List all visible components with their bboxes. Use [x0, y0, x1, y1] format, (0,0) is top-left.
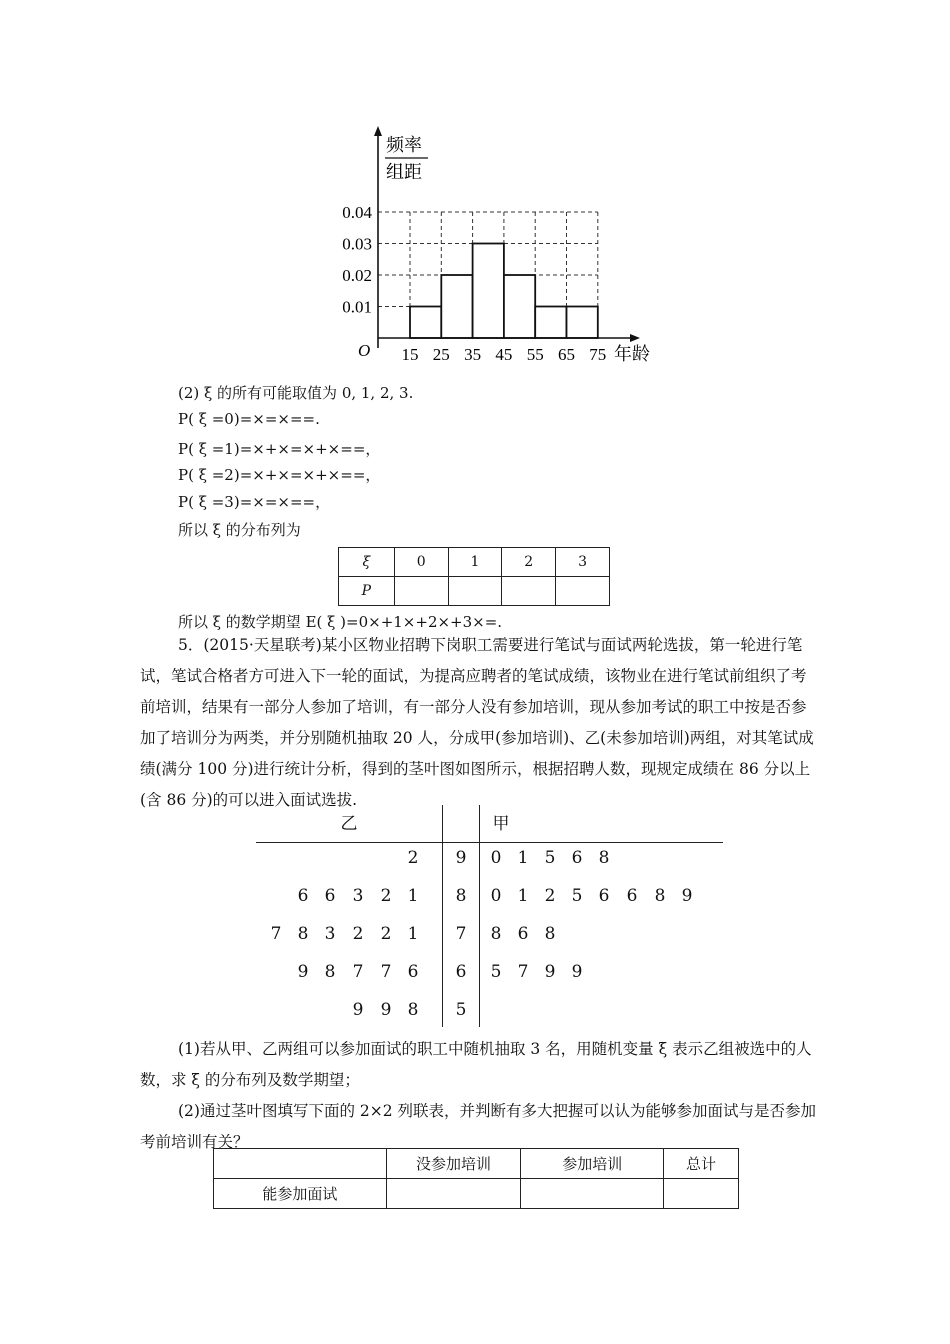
left-leaf: 6 — [324, 886, 336, 906]
right-leaf: 1 — [517, 886, 529, 906]
left-leaf: 9 — [380, 1000, 392, 1020]
stem-value: 5 — [455, 1000, 467, 1020]
problem5-text: 5．(2015·天星联考)某小区物业招聘下岗职工需要进行笔试与面试两轮选拔，第一轮进行笔试，笔试合格者方可进入下一轮的面试，为提高应聘者的笔试成绩，该物业在进行笔试前组织了考前培训，结果有一部分人参加了培训，有一部分人没有参加培训，现从参加考试的职工中按是否参加了培训分为两类，并分别随机抽取 20 人，分成甲(参加培训)、乙(未参加培训)两组，对其笔试成绩(满分 100 分)进行统计分析，得到的茎叶图如图所示，根据招聘人数，现规定成绩在 86 分以上(含 86 分)的可以进入面试选拔. — [140, 636, 814, 809]
x-tick-label: 35 — [464, 345, 482, 364]
y-label-bottom: 组距 — [386, 162, 422, 182]
stem-value: 6 — [455, 962, 467, 982]
left-leaf: 3 — [324, 924, 336, 944]
left-leaf: 3 — [352, 886, 364, 906]
stem-value: 9 — [455, 848, 467, 868]
x-tick-label: 55 — [526, 345, 544, 364]
dist-row-label: P — [339, 577, 395, 606]
left-leaf: 8 — [297, 924, 309, 944]
probability-p2: P( ξ =2)=×+×=×+×==， — [178, 466, 381, 484]
dist-header-cell: 3 — [556, 548, 610, 577]
right-leaf: 1 — [517, 848, 529, 868]
dist-header-cell: 1 — [448, 548, 502, 577]
right-leaf: 6 — [598, 886, 610, 906]
y-label-top: 频率 — [386, 135, 422, 155]
stem-leaf-left-label: 乙 — [340, 814, 358, 834]
question-2: (2)通过茎叶图填写下面的 2×2 列联表，并判断有多大把握可以认为能够参加面试与是否参加考前培训有关？ — [140, 1102, 817, 1151]
question-1: (1)若从甲、乙两组可以参加面试的职工中随机抽取 3 名，用随机变量 ξ 表示乙组被选中的人数，求 ξ 的分布列及数学期望； — [140, 1040, 812, 1089]
right-leaf: 9 — [571, 962, 583, 982]
distribution-table — [338, 547, 610, 606]
dist-empty-cell — [448, 577, 502, 606]
left-leaf: 9 — [297, 962, 309, 982]
contingency-header-cell: 参加培训 — [521, 1149, 664, 1179]
left-leaf: 1 — [407, 886, 419, 906]
y-tick-label: 0.01 — [342, 297, 372, 317]
right-leaf: 5 — [490, 962, 502, 982]
histogram-bar — [504, 275, 535, 338]
contingency-header-cell — [214, 1149, 387, 1179]
right-leaf: 8 — [490, 924, 502, 944]
y-tick-label: 0.02 — [342, 266, 372, 285]
left-leaf: 6 — [297, 886, 309, 906]
right-leaf: 5 — [571, 886, 583, 906]
right-leaf: 0 — [490, 886, 502, 906]
contingency-empty-cell — [664, 1179, 739, 1209]
y-tick-label: 0.03 — [342, 234, 372, 254]
contingency-empty-cell — [386, 1179, 521, 1209]
x-tick-label: 75 — [589, 345, 607, 364]
left-leaf: 8 — [324, 962, 336, 982]
left-leaf: 2 — [380, 886, 392, 906]
left-leaf: 6 — [407, 962, 419, 982]
x-axis-label: 年龄 — [614, 344, 650, 364]
x-tick-label: 65 — [558, 345, 575, 364]
right-leaf: 9 — [544, 962, 556, 982]
x-axis-arrow — [630, 334, 640, 342]
distribution-intro: 所以 ξ 的分布列为 — [178, 521, 301, 539]
contingency-header-cell: 没参加培训 — [386, 1149, 521, 1179]
expectation-line: 所以 ξ 的数学期望 E( ξ )=0×+1×+2×+3×=. — [178, 613, 503, 631]
left-leaf: 8 — [407, 1000, 419, 1020]
frequency-histogram — [330, 122, 660, 368]
stem-leaf-right-divider — [479, 805, 480, 1027]
contingency-table — [213, 1148, 739, 1209]
contingency-empty-cell — [521, 1179, 664, 1209]
contingency-row-label: 能参加面试 — [214, 1179, 387, 1209]
dist-empty-cell — [394, 577, 448, 606]
left-leaf: 2 — [380, 924, 392, 944]
histogram-bar — [473, 244, 504, 339]
histogram-bar — [441, 275, 472, 338]
right-leaf: 0 — [490, 848, 502, 868]
stem-leaf-top-rule — [256, 842, 723, 843]
left-leaf: 7 — [380, 962, 392, 982]
left-leaf: 7 — [270, 924, 282, 944]
right-leaf: 9 — [681, 886, 693, 906]
left-leaf: 2 — [407, 848, 419, 868]
dist-header-cell: ξ — [339, 548, 395, 577]
right-leaf: 7 — [517, 962, 529, 982]
x-tick-label: 25 — [432, 345, 450, 364]
solution-line1: (2) ξ 的所有可能取值为 0, 1, 2, 3. — [178, 384, 414, 402]
right-leaf: 6 — [626, 886, 638, 906]
left-leaf: 7 — [352, 962, 364, 982]
stem-leaf-right-label: 甲 — [492, 814, 510, 834]
left-leaf: 1 — [407, 924, 419, 944]
y-axis-arrow — [374, 126, 382, 136]
histogram-bar — [410, 307, 441, 339]
x-tick-label: 45 — [495, 345, 513, 364]
probability-p1: P( ξ =1)=×+×=×+×==， — [178, 440, 381, 458]
stem-value: 8 — [455, 886, 467, 906]
left-leaf: 2 — [352, 924, 364, 944]
contingency-header-cell: 总计 — [664, 1149, 739, 1179]
dist-empty-cell — [556, 577, 610, 606]
right-leaf: 8 — [544, 924, 556, 944]
origin-label: O — [358, 341, 371, 360]
histogram-bar — [567, 307, 598, 339]
probability-p0: P( ξ =0)=×=×==. — [178, 410, 320, 428]
stem-value: 7 — [455, 924, 467, 944]
histogram-bar — [535, 307, 566, 339]
right-leaf: 2 — [544, 886, 556, 906]
dist-empty-cell — [502, 577, 556, 606]
probability-p3: P( ξ =3)=×=×==， — [178, 493, 331, 511]
stem-leaf-left-divider — [442, 805, 443, 1027]
dist-header-cell: 2 — [502, 548, 556, 577]
right-leaf: 6 — [517, 924, 529, 944]
right-leaf: 8 — [654, 886, 666, 906]
right-leaf: 6 — [571, 848, 583, 868]
right-leaf: 5 — [544, 848, 556, 868]
dist-header-cell: 0 — [394, 548, 448, 577]
y-tick-label: 0.04 — [342, 203, 372, 222]
left-leaf: 9 — [352, 1000, 364, 1020]
x-tick-label: 15 — [401, 345, 419, 364]
right-leaf: 8 — [598, 848, 610, 868]
